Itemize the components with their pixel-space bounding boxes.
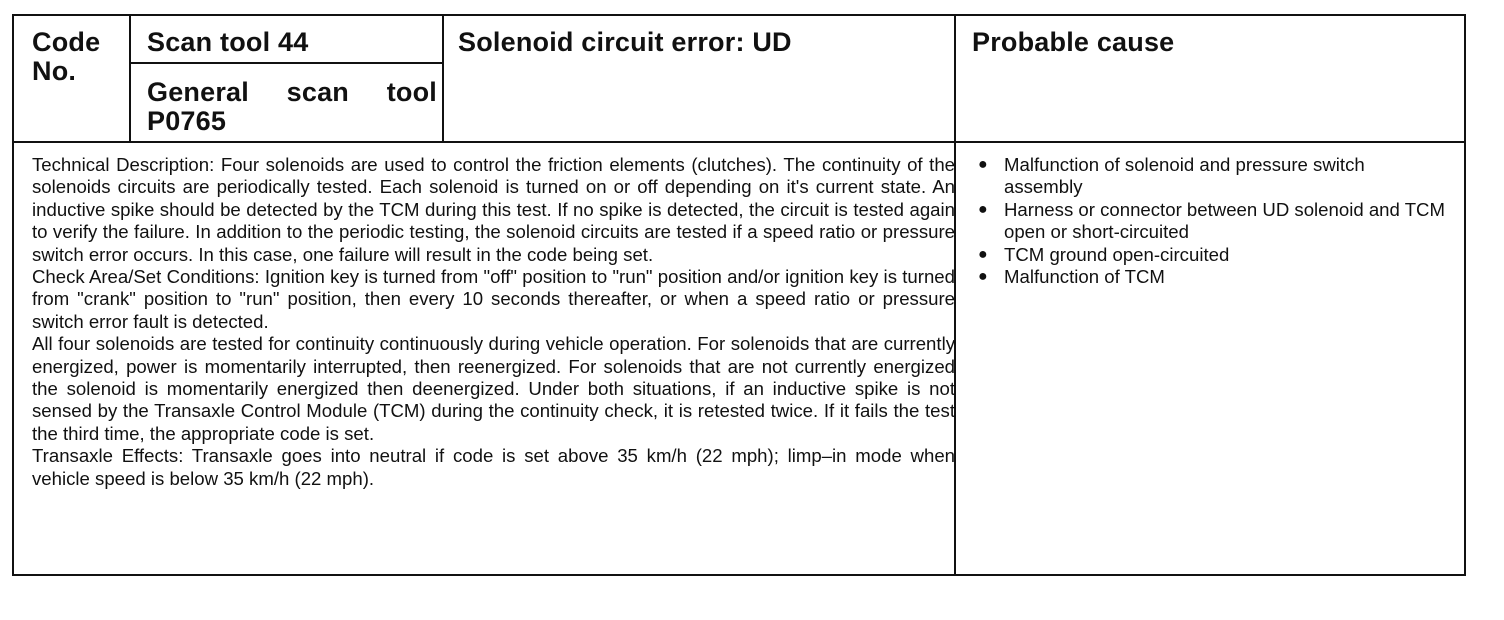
description-paragraph-transaxle-effects: Transaxle Effects: Transaxle goes into neutral if code is set above 35 km/h (22 mph); limp–in mode when vehicle speed is below 35 km/h (22 mph).	[32, 445, 955, 489]
code-no-header: Code No.	[32, 27, 101, 86]
probable-cause-list	[972, 154, 1448, 288]
scan-tool-44-header: Scan tool 44	[147, 27, 309, 57]
technical-description	[32, 154, 955, 490]
description-paragraph-continuity: All four solenoids are tested for continuity continuously during vehicle operation. For solenoids that are currently energized, power is momentarily interrupted, then reenergized. For solenoids that are not currently energized the solenoid is momentarily energized then deenergized. Under both situations, if an inductive spike is not sensed by the Transaxle Control Module (TCM) during the continuity check, it is retested twice. If it fails the test the third time, the appropriate code is set.	[32, 333, 955, 444]
bullet-icon: ●	[978, 156, 988, 173]
diagnostic-code-table	[12, 14, 1466, 576]
cause-text: Malfunction of solenoid and pressure switch assembly	[1004, 154, 1365, 198]
list-item	[972, 199, 1448, 244]
list-item	[972, 244, 1448, 266]
divider-header-body	[14, 141, 1464, 143]
list-item	[972, 266, 1448, 288]
cause-text: TCM ground open-circuited	[1004, 243, 1230, 265]
probable-cause-header: Probable cause	[972, 27, 1175, 57]
divider-scan-tool-rows	[129, 62, 444, 64]
cause-text: Harness or connector between UD solenoid and TCM open or short-circuited	[1004, 198, 1445, 243]
bullet-icon: ●	[978, 268, 988, 286]
bullet-icon: ●	[978, 245, 988, 263]
description-paragraph-technical: Technical Description: Four solenoids are used to control the friction elements (clutches). The continuity of the solenoids circuits are periodically tested. Each solenoid is turned on or off depending on it's current state. An inductive spike should be detected by the TCM during this test. If no spike is detected, the circuit is tested again to verify the failure. In addition to the periodic testing, the solenoid circuits are tested if a speed ratio or pressure switch error occurs. In this case, one failure will result in the code being set.	[32, 154, 955, 265]
bullet-icon: ●	[978, 200, 988, 218]
cause-text: Malfunction of TCM	[1004, 266, 1165, 288]
general-scan-tool-header: General scan tool P0765	[147, 77, 437, 136]
description-paragraph-check-area: Check Area/Set Conditions: Ignition key is turned from "off" position to "run" position and/or ignition key is turned from "crank" position to "run" position, then every 10 seconds thereafter, or when a speed ratio or pressure switch error fault is detected.	[32, 266, 955, 332]
list-item	[972, 154, 1448, 199]
code-title: Solenoid circuit error: UD	[458, 27, 792, 57]
